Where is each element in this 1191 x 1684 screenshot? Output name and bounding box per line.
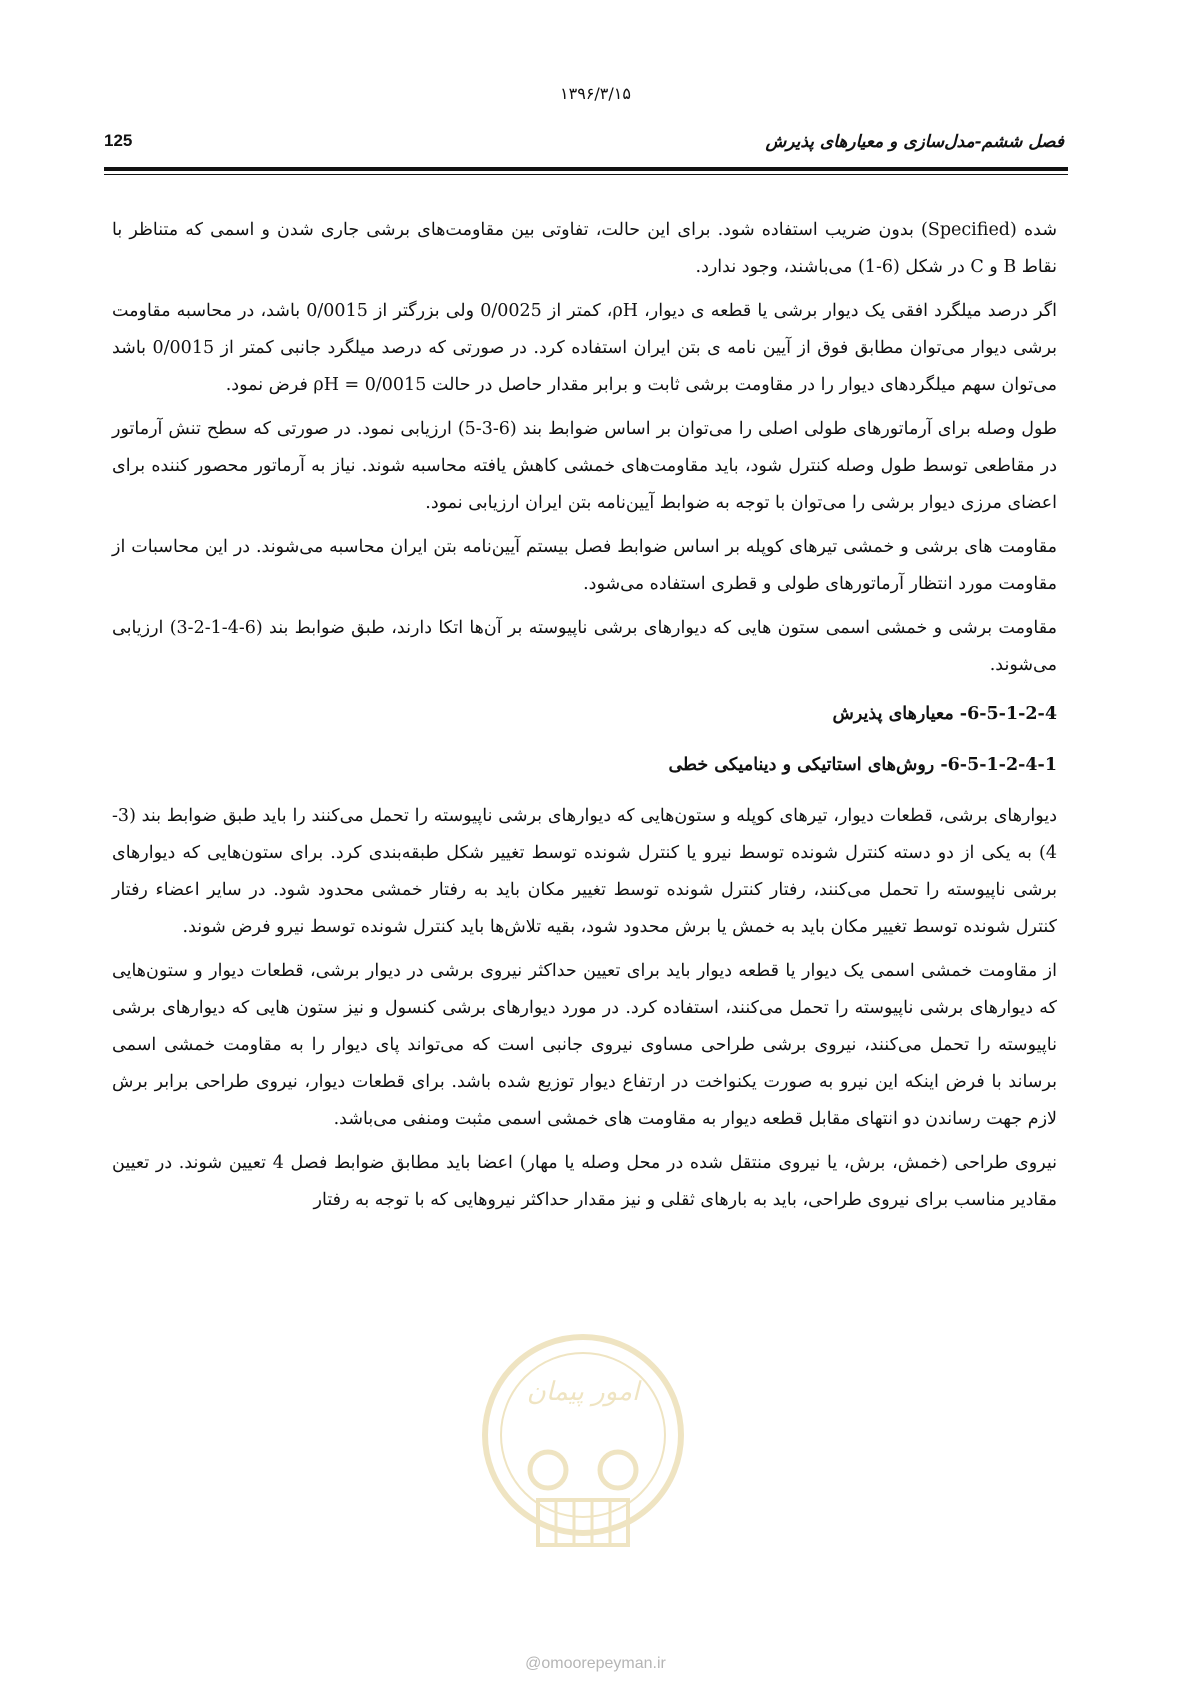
page-body: [112, 212, 1057, 1226]
subsection-heading: 6-5-1-2-4-1- روش‌های استاتیکی و دینامیکی خطی: [668, 755, 1057, 775]
page-number: 125: [104, 131, 133, 150]
paragraph: مقاومت های برشی و خمشی تیرهای کوپله بر اساس ضوابط فصل بیستم آیین‌نامه بتن ایران محاسبه می‌شوند. در این محاسبات از مقاومت مورد انتظار آرماتورهای طولی و قطری استفاده می‌شود.: [112, 537, 1057, 594]
svg-text:امور پیمان: امور پیمان: [526, 1377, 640, 1407]
paragraph: طول وصله برای آرماتورهای طولی اصلی را می‌توان بر اساس ضوابط بند (6-3-5) ارزیابی نمود. در صورتی که سطح تنش آرماتور در مقاطعی توسط طول وصله کنترل شود، باید مقاومت‌های خمشی کاهش یافته محاسبه شوند. نیاز به آرماتور محصور کننده برای اعضای مرزی دیوار برشی را می‌توان با توجه به ضوابط آیین‌نامه بتن ایران ارزیابی نمود.: [112, 419, 1057, 513]
header-rule: [104, 167, 1068, 171]
header-rule-thin: [104, 174, 1068, 175]
page-date: ۱۳۹۶/۳/۱۵: [560, 84, 631, 103]
paragraph: نیروی طراحی (خمش، برش، یا نیروی منتقل شده در محل وصله یا مهار) اعضا باید مطابق ضوابط فصل 4 تعیین شوند. در تعیین مقادیر مناسب برای نیروی طراحی، باید به بارهای ثقلی و نیز مقدار حداکثر نیروهایی که با توجه به رفتار: [112, 1153, 1057, 1210]
paragraph: شده (Specified) بدون ضریب استفاده شود. برای این حالت، تفاوتی بین مقاومت‌های برشی جاری شدن و اسمی که متناظر با نقاط B و C در شکل (6-1) می‌باشند، وجود ندارد.: [112, 220, 1057, 277]
seal-watermark-icon: [478, 1330, 688, 1580]
paragraph: مقاومت برشی و خمشی اسمی ستون هایی که دیوارهای برشی ناپیوسته بر آن‌ها اتکا دارند، طبق ضوابط بند (6-4-1-2-3) ارزیابی می‌شوند.: [112, 618, 1057, 675]
paragraph: از مقاومت خمشی اسمی یک دیوار یا قطعه دیوار باید برای تعیین حداکثر نیروی برشی در دیوار برشی، قطعات دیوار و ستون‌هایی که دیوارهای برشی ناپیوسته را تحمل می‌کنند، استفاده کرد. در مورد دیوارهای برشی کنسول و نیز ستون هایی که دیوارهای برشی ناپیوسته را تحمل می‌کنند، نیروی برشی طراحی مساوی نیروی جانبی است که می‌تواند پای دیوار را به مقاومت خمشی اسمی برساند با فرض اینکه این نیرو به صورت یکنواخت در ارتفاع دیوار توزیع شده باشد. برای قطعات دیوار، نیروی طراحی برابر برش لازم جهت رساندن دو انتهای مقابل قطعه دیوار به مقاومت های خمشی اسمی مثبت ومنفی می‌باشد.: [112, 961, 1057, 1129]
section-heading: 6-5-1-2-4- معیارهای پذیرش: [832, 704, 1057, 724]
footer-website: @omoorepeyman.ir: [525, 1655, 666, 1672]
chapter-title: فصل ششم-مدل‌سازی و معیارهای پذیرش: [765, 132, 1064, 152]
paragraph: اگر درصد میلگرد افقی یک دیوار برشی یا قطعه ی دیوار، ρH، کمتر از 0/0025 ولی بزرگتر از 0/0015 باشد، در محاسبه مقاومت برشی دیوار می‌توان مطابق فوق از آیین نامه ی بتن ایران استفاده کرد. در صورتی که درصد میلگرد جانبی کمتر از 0/0015 باشد می‌توان سهم میلگردهای دیوار را در مقاومت برشی ثابت و برابر مقدار حاصل در حالت ρH = 0/0015 فرض نمود.: [112, 301, 1057, 395]
paragraph: دیوارهای برشی، قطعات دیوار، تیرهای کوپله و ستون‌هایی که دیوارهای برشی ناپیوسته را تحمل می‌کنند را باید طبق ضوابط بند (3-4) به یکی از دو دسته کنترل شونده توسط نیرو یا کنترل شونده توسط تغییر شکل طبقه‌بندی کرد. برای ستون‌هایی که دیوارهای برشی ناپیوسته را تحمل می‌کنند، رفتار کنترل شونده توسط تغییر مکان باید به رفتار خمشی محدود شود. در سایر اعضاء رفتار کنترل شونده توسط تغییر مکان باید به خمش یا برش محدود شود، بقیه تلاش‌ها باید کنترل شونده توسط نیرو فرض شوند.: [112, 806, 1057, 937]
